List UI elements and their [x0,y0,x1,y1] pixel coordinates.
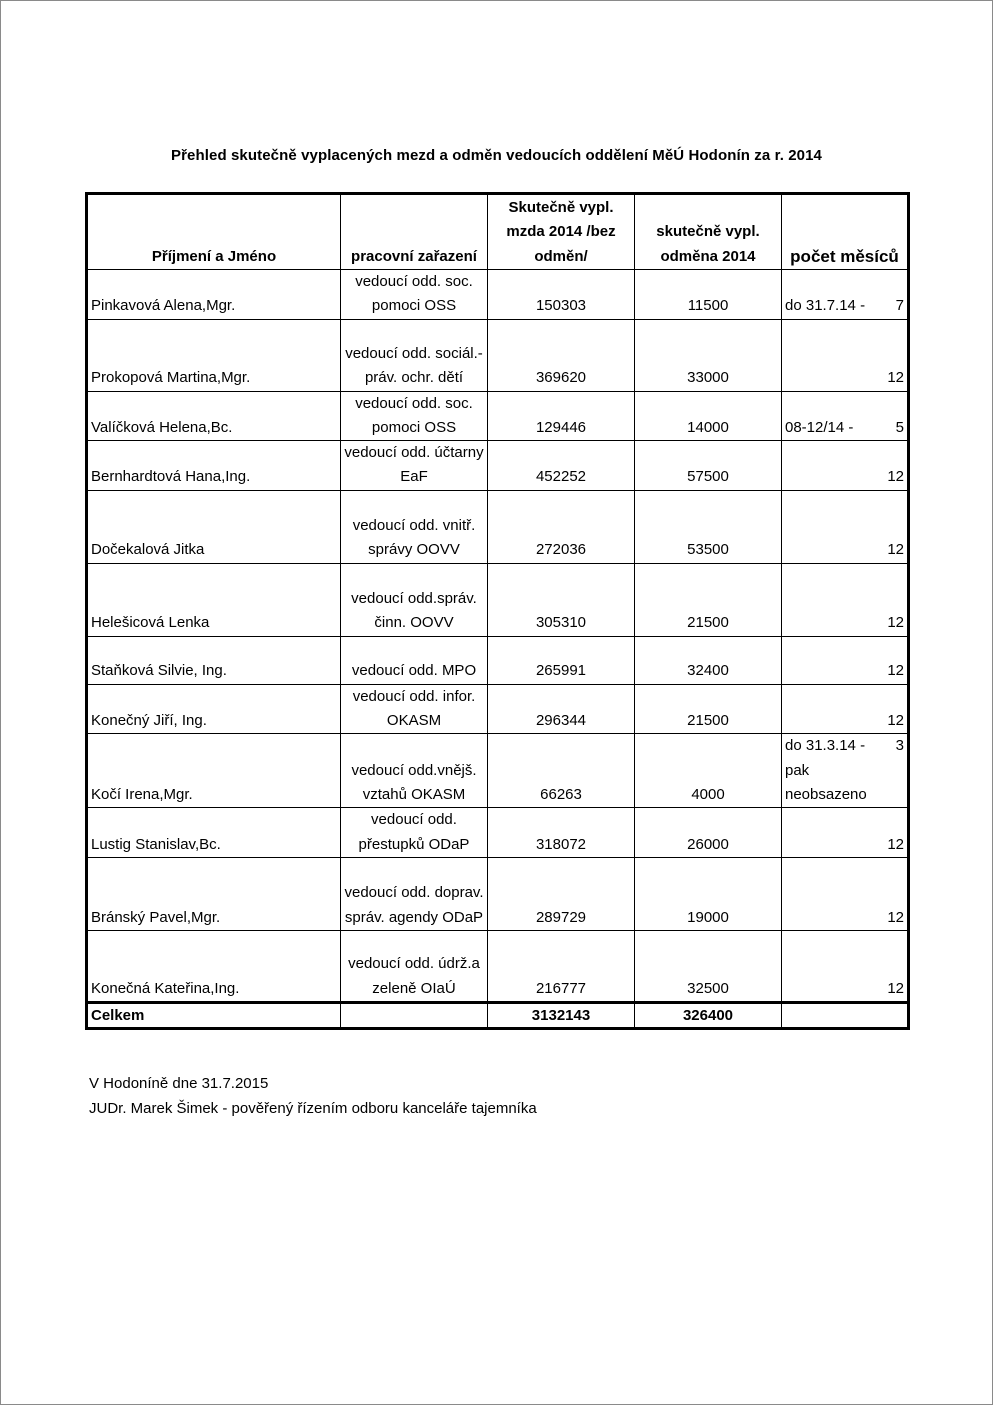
employee-name: Helešicová Lenka [87,563,341,636]
bonus-cell: 21500 [635,684,782,734]
total-salary: 3132143 [488,1002,635,1028]
footer-place-date: V Hodoníně dne 31.7.2015 [89,1075,269,1092]
months-cell [782,808,909,858]
table-row [87,563,909,636]
months-cell [782,563,909,636]
total-months-empty [782,1002,909,1028]
position-cell: vedoucí odd. vnitř. správy OOVV [341,490,488,563]
salary-cell: 66263 [488,734,635,808]
salary-cell: 150303 [488,270,635,320]
table-row [87,808,909,858]
bonus-cell: 14000 [635,391,782,441]
position-cell: vedoucí odd. MPO [341,636,488,684]
footer-signature: JUDr. Marek Šimek - pověřený řízením odboru kanceláře tajemníka [89,1099,537,1117]
position-cell: vedoucí odd. infor. OKASM [341,684,488,734]
bonus-cell: 21500 [635,563,782,636]
total-bonus: 326400 [635,1002,782,1028]
employee-name: Valíčková Helena,Bc. [87,391,341,441]
salary-cell: 216777 [488,930,635,1002]
document-title: Přehled skutečně vyplacených mezd a odměn vedoucích oddělení MěÚ Hodonín za r. 2014 [171,147,822,164]
months-value: 7 [895,297,904,315]
months-note: do 31.7.14 - [785,297,866,315]
position-cell: vedoucí odd. soc. pomoci OSS [341,391,488,441]
employee-name: Bernhardtová Hana,Ing. [87,441,341,491]
position-cell: vedoucí odd. údrž.a zeleně OIaÚ [341,930,488,1002]
table-row [87,441,909,491]
months-value: 12 [887,468,904,486]
employee-name: Bránský Pavel,Mgr. [87,857,341,930]
bonus-cell: 19000 [635,857,782,930]
table-row [87,857,909,930]
months-value: 12 [887,662,904,680]
employee-name: Kočí Irena,Mgr. [87,734,341,808]
bonus-cell: 53500 [635,490,782,563]
months-value: 3 [895,737,904,755]
header-months: počet měsíců [782,194,909,270]
months-value: 12 [887,541,904,559]
total-row [87,1002,909,1028]
months-cell [782,270,909,320]
months-cell [782,490,909,563]
table-row [87,734,909,808]
employee-name: Konečný Jiří, Ing. [87,684,341,734]
salary-cell: 272036 [488,490,635,563]
months-value: 12 [887,908,904,926]
employee-name: Konečná Kateřina,Ing. [87,930,341,1002]
total-position-empty [341,1002,488,1028]
bonus-cell: 33000 [635,319,782,391]
months-note: do 31.3.14 - [785,737,866,755]
header-name: Příjmení a Jméno [87,194,341,270]
table-row [87,684,909,734]
salary-cell: 369620 [488,319,635,391]
employee-name: Lustig Stanislav,Bc. [87,808,341,858]
employee-name: Pinkavová Alena,Mgr. [87,270,341,320]
bonus-cell: 57500 [635,441,782,491]
position-cell: vedoucí odd. soc. pomoci OSS [341,270,488,320]
salary-cell: 296344 [488,684,635,734]
months-note: 08-12/14 - [785,418,854,436]
salary-cell: 265991 [488,636,635,684]
header-salary: Skutečně vypl. mzda 2014 /bez odměn/ [488,194,635,270]
salary-cell: 305310 [488,563,635,636]
bonus-cell: 32500 [635,930,782,1002]
months-value: 12 [887,712,904,730]
bonus-cell: 4000 [635,734,782,808]
header-position: pracovní zařazení [341,194,488,270]
months-cell [782,636,909,684]
position-cell: vedoucí odd. účtarny EaF [341,441,488,491]
position-cell: vedoucí odd. doprav. správ. agendy ODaP [341,857,488,930]
months-cell [782,441,909,491]
header-row [87,194,909,270]
months-cell [782,930,909,1002]
table-row [87,636,909,684]
months-cell [782,734,909,808]
table-row [87,490,909,563]
months-cell [782,319,909,391]
months-value: 12 [887,979,904,997]
position-cell: vedoucí odd.správ. činn. OOVV [341,563,488,636]
salary-cell: 129446 [488,391,635,441]
months-value: 12 [887,835,904,853]
position-cell: vedoucí odd. přestupků ODaP [341,808,488,858]
position-cell: vedoucí odd.vnějš. vztahů OKASM [341,734,488,808]
employee-name: Staňková Silvie, Ing. [87,636,341,684]
months-cell [782,857,909,930]
total-label: Celkem [87,1002,341,1028]
header-bonus: skutečně vypl. odměna 2014 [635,194,782,270]
position-cell: vedoucí odd. sociál.-práv. ochr. dětí [341,319,488,391]
bonus-cell: 11500 [635,270,782,320]
months-value: 5 [895,418,904,436]
table-row [87,319,909,391]
bonus-cell: 26000 [635,808,782,858]
salary-cell: 289729 [488,857,635,930]
months-cell [782,391,909,441]
table-row [87,930,909,1002]
footer [89,1072,537,1121]
months-cell [782,684,909,734]
salary-table [85,192,910,1030]
months-value: 12 [887,369,904,387]
months-extra: pak neobsazeno [785,761,867,803]
table-row [87,270,909,320]
bonus-cell: 32400 [635,636,782,684]
table-row [87,391,909,441]
salary-cell: 318072 [488,808,635,858]
employee-name: Prokopová Martina,Mgr. [87,319,341,391]
employee-name: Dočekalová Jitka [87,490,341,563]
months-value: 12 [887,614,904,632]
salary-cell: 452252 [488,441,635,491]
